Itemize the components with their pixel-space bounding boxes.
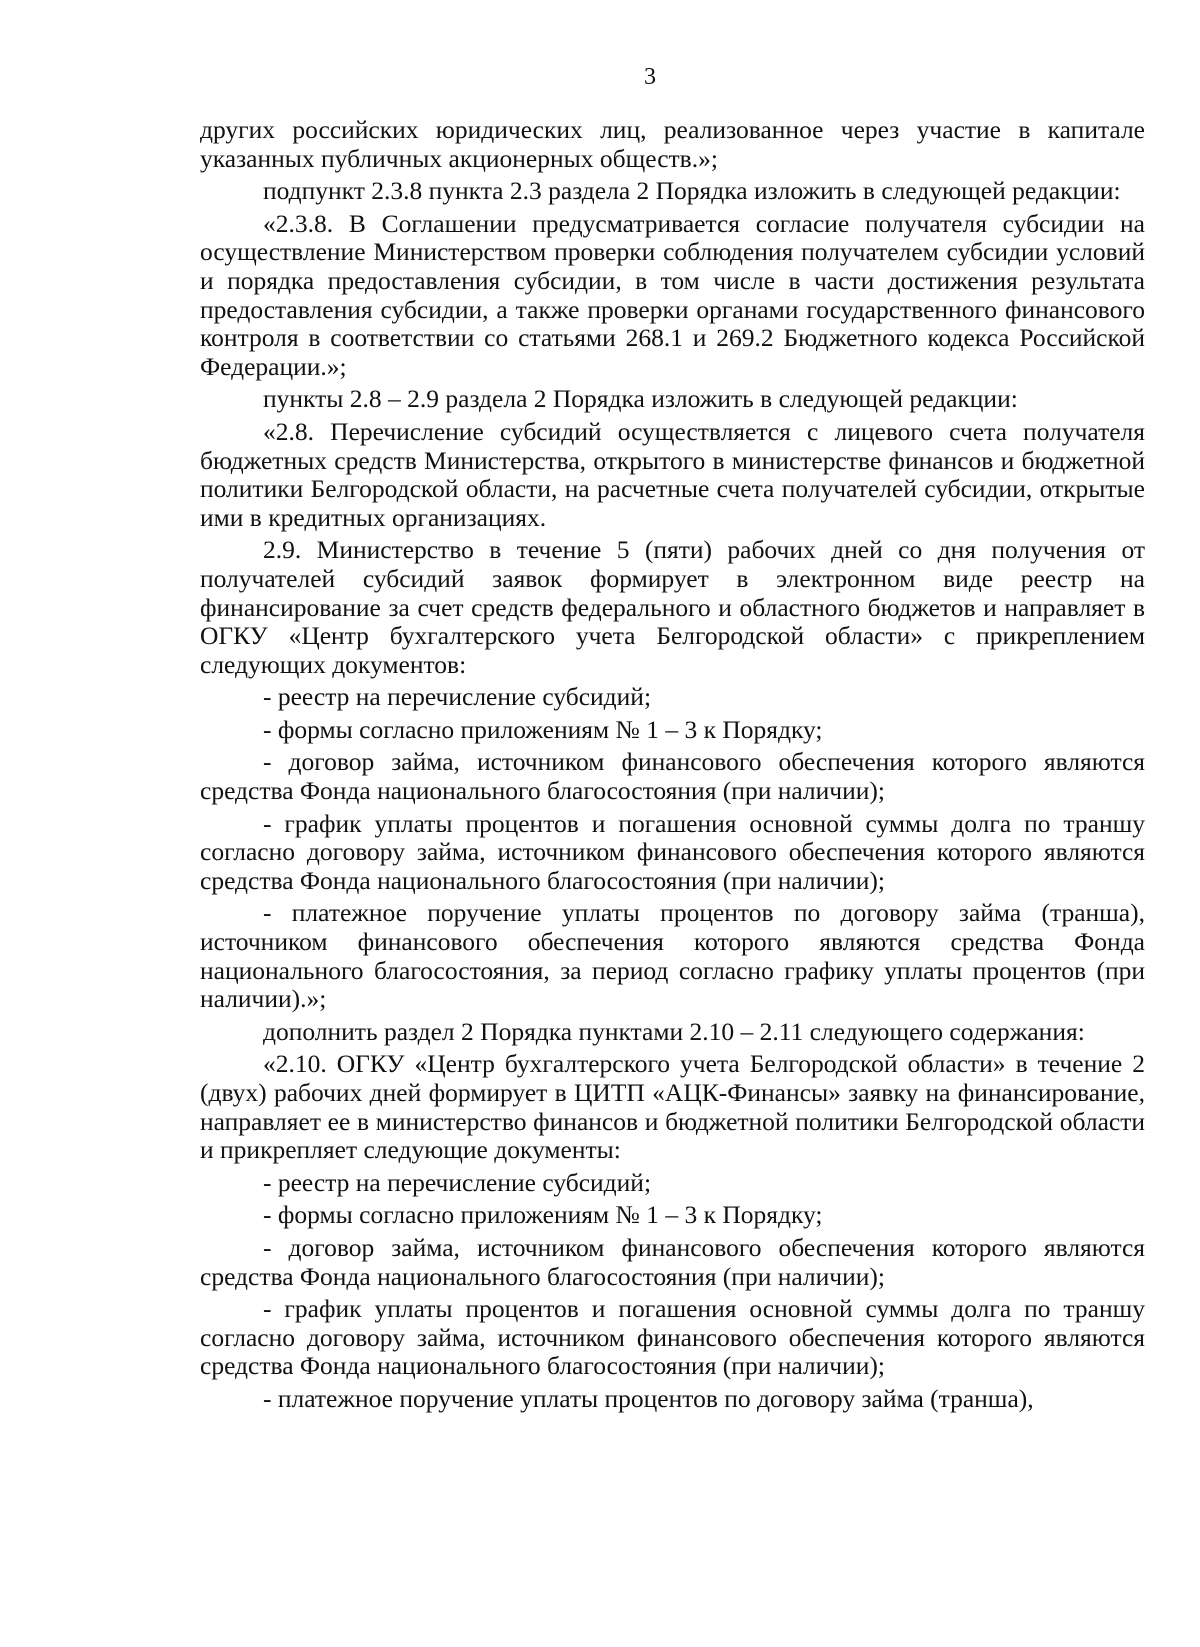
paragraph: «2.8. Перечисление субсидий осуществляется с лицевого счета получателя бюджетных средств Министерства, открытого в министерстве финансов и бюджетной политики Белгородской области, на расчетные счета получателей субсидии, открытые ими в кредитных организациях.	[200, 416, 1145, 532]
paragraph: - реестр на перечисление субсидий;	[263, 1167, 652, 1197]
paragraph: других российских юридических лиц, реализованное через участие в капитале указанных публичных акционерных обществ.»;	[200, 115, 1145, 173]
paragraph: - договор займа, источником финансового обеспечения которого являются средства Фонда национального благосостояния (при наличии);	[200, 747, 1145, 806]
paragraph: - формы согласно приложениям № 1 – 3 к Порядку;	[263, 1200, 823, 1230]
paragraph: - график уплаты процентов и погашения основной суммы долга по траншу согласно договору займа, источником финансового обеспечения которого являются средства Фонда национального благосостояния (при наличии);	[200, 808, 1145, 895]
paragraph: «2.3.8. В Соглашении предусматривается согласие получателя субсидии на осуществление Министерством проверки соблюдения получателем субсидии условий и порядка предоставления субсидии, в том числе в части достижения результата предоставления субсидии, а также проверки органами государственного финансового контроля в соответствии со статьями 268.1 и 269.2 Бюджетного кодекса Российской Федерации.»;	[200, 208, 1145, 381]
paragraph: - реестр на перечисление субсидий;	[263, 682, 652, 712]
paragraph: - платежное поручение уплаты процентов по договору займа (транша), источником финансового обеспечения которого являются средства Фонда национального благосостояния, за период согласно графику уплаты процентов (при наличии).»;	[200, 898, 1145, 1014]
paragraph: пункты 2.8 – 2.9 раздела 2 Порядка изложить в следующей редакции:	[263, 384, 1018, 414]
document-body	[200, 116, 1145, 1414]
paragraph: дополнить раздел 2 Порядка пунктами 2.10 – 2.11 следующего содержания:	[263, 1016, 1085, 1046]
paragraph: - платежное поручение уплаты процентов по договору займа (транша),	[263, 1383, 1034, 1413]
paragraph: подпункт 2.3.8 пункта 2.3 раздела 2 Порядка изложить в следующей редакции:	[263, 176, 1121, 206]
paragraph: «2.10. ОГКУ «Центр бухгалтерского учета Белгородской области» в течение 2 (двух) рабочих дней формирует в ЦИТП «АЦК-Финансы» заявку на финансирование, направляет ее в министерство финансов и бюджетной политики Белгородской области и прикрепляет следующие документы:	[200, 1049, 1145, 1165]
paragraph: - договор займа, источником финансового обеспечения которого являются средства Фонда национального благосостояния (при наличии);	[200, 1232, 1145, 1291]
paragraph: - формы согласно приложениям № 1 – 3 к Порядку;	[263, 714, 823, 744]
paragraph: - график уплаты процентов и погашения основной суммы долга по траншу согласно договору займа, источником финансового обеспечения которого являются средства Фонда национального благосостояния (при наличии);	[200, 1294, 1145, 1381]
paragraph: 2.9. Министерство в течение 5 (пяти) рабочих дней со дня получения от получателей субсидий заявок формирует в электронном виде реестр на финансирование за счет средств федерального и областного бюджетов и направляет в ОГКУ «Центр бухгалтерского учета Белгородской области» с прикреплением следующих документов:	[200, 535, 1145, 679]
page-number: 3	[644, 64, 656, 90]
